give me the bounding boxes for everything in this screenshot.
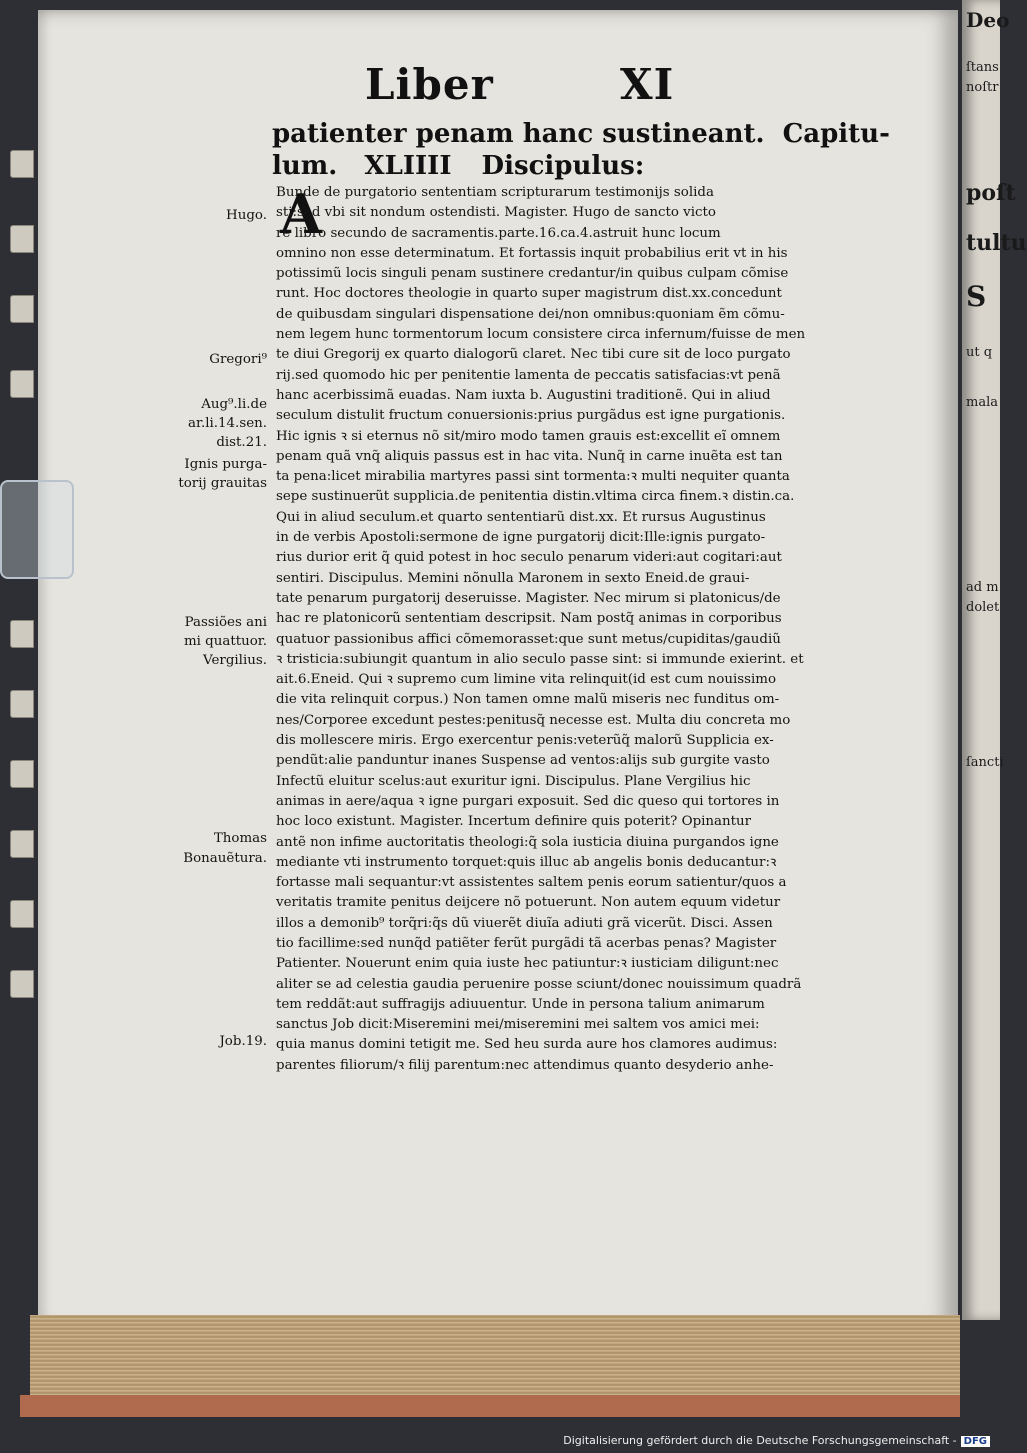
running-header (365, 60, 685, 110)
text-line: rius durior erit q̃ quid potest in hoc seculo penarum videri:aut cogitari:aut (276, 550, 782, 566)
facing-fragment: ſtans (966, 60, 999, 75)
margin-note-thomas: Thomas (213, 831, 267, 846)
text-line: ꝛ tristicia:subiungit quantum in alio seculo passe sint: si immunde exierint. et (276, 651, 804, 667)
page-tab (10, 620, 34, 648)
margin-note-augustinus-2: ar.li.14.sen. (188, 416, 267, 431)
margin-note-bonaventura: Bonauẽtura. (183, 851, 267, 866)
text-line: sti:sed vbi sit nondum ostendisti. Magister. Hugo de sancto victo (276, 205, 716, 221)
page-tab (10, 900, 34, 928)
text-line: runt. Hoc doctores theologie in quarto super magistrum dist.xx.concedunt (276, 286, 782, 302)
chapter-title-line-1 (272, 118, 890, 150)
header-book-number: XI (620, 60, 675, 109)
text-line: hac re platonicorũ sententiam descripsit. Nam postq̃ animas in corporibus (276, 611, 782, 627)
text-line: re libro secundo de sacramentis.parte.16.ca.4.astruit hunc locum (276, 225, 721, 241)
text-line: sentiri. Discipulus. Memini nõnulla Maronem in sexto Eneid.de graui- (276, 570, 750, 586)
text-line: fortasse mali sequantur:vt assistentes saltem penis eorum satientur/quos a (276, 875, 787, 891)
text-line: Bunde de purgatorio sententiam scripturarum testimonijs solida (276, 185, 714, 200)
text-line: Patienter. Nouerunt enim quia iuste hec patiuntur:ꝛ iusticiam diligunt:nec (276, 956, 779, 972)
facing-fragment: noſtr (966, 80, 999, 95)
title-lum: lum. (272, 151, 338, 181)
text-line: dis mollescere miris. Ergo exercentur penis:veterũq̃ malorũ Supplicia ex- (276, 733, 774, 749)
margin-note-augustinus-1: Aug⁹.li.de (201, 397, 267, 412)
page-tab (10, 295, 34, 323)
body-text (276, 183, 856, 1076)
text-line: Hic ignis ꝛ si eternus nõ sit/miro modo tamen grauis est:excellit eĩ omnem (276, 428, 781, 444)
facing-fragment: tultu (966, 230, 1027, 256)
text-line: parentes filiorum/ꝛ filij parentum:nec attendimus quanto desyderio anhe- (276, 1057, 774, 1073)
page-tab (10, 690, 34, 718)
page-tab (10, 370, 34, 398)
text-line: Infectũ eluitur scelus:aut exuritur igni. Discipulus. Plane Vergilius hic (276, 773, 751, 789)
margin-note-passiones-2: mi quattuor. (183, 634, 267, 649)
text-line: potissimũ locis singuli penam sustinere credantur/in quibus culpam cõmise (276, 266, 789, 282)
chapter-title (272, 118, 890, 182)
text-line: rij.sed quomodo hic per penitentie lamenta de peccatis satisfacias:vt penã (276, 367, 781, 383)
text-line: omnino non esse determinatum. Et fortassis inquit probabilius erit vt in his (276, 245, 788, 261)
decorated-initial: A (280, 182, 322, 246)
text-line: hanc acerbissimã euadas. Nam iuxta b. Augustini traditionẽ. Qui in aliud (276, 387, 771, 403)
title-discipulus: Discipulus: (481, 151, 645, 181)
text-line: sepe sustinuerũt supplicia.de penitentia distin.vltima circa finem.ꝛ distin.ca. (276, 489, 795, 505)
facing-fragment: ut q (966, 345, 993, 360)
text-line: nem legem hunc tormentorum locum consistere circa infernum/fuisse de men (276, 327, 806, 343)
text-line: de quibusdam singulari dispensatione dei/non omnibus:quoniam ẽm cõmu- (276, 306, 785, 322)
page-tab (10, 225, 34, 253)
text-line: in de verbis Apostoli:sermone de igne purgatorij dicit:Ille:ignis purgato- (276, 530, 766, 546)
text-line: tio facillime:sed nunq̃d patiẽter ferũt purgãdi tã acerbas penas? Magister (276, 935, 777, 951)
text-line: hoc loco existunt. Magister. Incertum definire quis poterit? Opinantur (276, 814, 752, 830)
margin-note-augustinus-3: dist.21. (216, 435, 267, 450)
text-line: seculum distulit fructum conuersionis:prius purgãdus est igne purgationis. (276, 408, 786, 424)
text-line: veritatis tramite penitus deijcere nõ potuerunt. Non autem equum videtur (276, 895, 781, 911)
text-line: aliter se ad celestia gaudia peruenire posse sciunt/donec nouissimum quadrã (276, 976, 802, 992)
text-line: ta pena:licet mirabilia martyres passi sint tormenta:ꝛ multi nequiter quanta (276, 469, 790, 485)
text-line: nes/Corporee excedunt pestes:penitusq̃ necesse est. Multa diu concreta mo (276, 712, 791, 728)
footer-text: Digitalisierung gefördert durch die Deutsche Forschungsgemeinschaft - (563, 1434, 957, 1447)
page-tab (10, 150, 34, 178)
margin-note-ignis-1: Ignis purga- (184, 457, 267, 472)
text-line: ait.6.Eneid. Qui ꝛ supremo cum limine vita relinquit(id est cum nouissimo (276, 672, 777, 688)
text-line: quatuor passionibus affici cõmemorasset:que sunt metus/cupiditas/gaudiũ (276, 631, 781, 647)
text-line: penam quã vnq̃ aliquis passus est in hac vita. Nunq̃ in carne inuẽta est tan (276, 448, 783, 464)
title-text: patienter penam hanc sustineant. (272, 119, 765, 149)
title-capitu: Capitu- (782, 119, 890, 149)
facing-fragment: ad m (966, 580, 999, 595)
text-line: tem reddãt:aut suffragijs adiuuentur. Unde in persona talium animarum (276, 996, 765, 1012)
text-line: te diui Gregorij ex quarto dialogorũ claret. Nec tibi cure sit de loco purgato (276, 347, 791, 363)
facing-fragment: dolet (966, 600, 1000, 615)
text-line: animas in aere/aqua ꝛ igne purgari exposuit. Sed dic queso qui tortores in (276, 793, 780, 809)
text-line: Qui in aliud seculum.et quarto sententiarũ dist.xx. Et rursus Augustinus (276, 509, 766, 525)
chapter-number: XLIIII (364, 151, 452, 181)
margin-note-gregorius: Gregori⁹ (209, 352, 267, 367)
margin-note-job: Job.19. (219, 1034, 267, 1049)
text-line: sanctus Job dicit:Miseremini mei/miseremini mei saltem vos amici mei: (276, 1017, 760, 1033)
text-line: tate penarum purgatorij deseruisse. Magister. Nec mirum si platonicus/de (276, 590, 781, 606)
page-tab (10, 760, 34, 788)
margin-note-vergilius: Vergilius. (203, 653, 267, 668)
page-clip (0, 480, 74, 579)
chapter-title-line-2 (272, 150, 862, 182)
facing-page-fragment (962, 0, 1027, 1320)
text-line: pendũt:alie panduntur inanes Suspense ad ventos:alijs sub gurgite vasto (276, 753, 770, 769)
book-cover-edge (20, 1395, 960, 1417)
margin-note-passiones-1: Passiões ani (184, 615, 267, 630)
margin-note-hugo: Hugo. (226, 208, 267, 223)
facing-fragment: mala (966, 395, 998, 410)
page-tab (10, 970, 34, 998)
text-line: illos a demonib⁹ torq̃ri:q̃s dũ viuerẽt diuĩa adiuti grã vicerũt. Disci. Assen (276, 915, 773, 931)
text-line: mediante vti instrumento torquet:quis illuc ab angelis bonis deducantur:ꝛ (276, 854, 777, 870)
facing-fragment: ſancti (966, 755, 1004, 770)
digitization-footer (563, 1434, 990, 1447)
text-line: antẽ non infime auctoritatis theologi:q̃ sola iusticia diuina purgandos igne (276, 834, 779, 850)
page-tab (10, 830, 34, 858)
text-line: quia manus domini tetigit me. Sed heu surda aure hos clamores audimus: (276, 1037, 778, 1053)
margin-note-ignis-2: torij grauitas (178, 476, 267, 491)
facing-fragment: poſt (966, 180, 1016, 206)
page-block-edge (30, 1315, 960, 1406)
facing-fragment: S (966, 280, 987, 313)
header-liber: Liber (365, 60, 494, 109)
facing-fragment: Deo (966, 8, 1010, 32)
text-line: die vita relinquit corpus.) Non tamen omne malũ miseris nec funditus om- (276, 692, 780, 708)
dfg-logo: DFG (961, 1436, 990, 1447)
